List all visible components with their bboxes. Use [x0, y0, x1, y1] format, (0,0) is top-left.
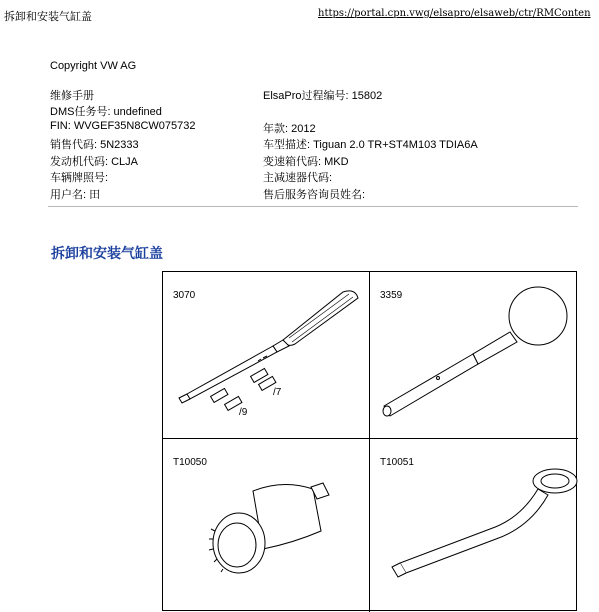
meta-vin: FIN: WVGEF35N8CW075732 — [50, 120, 196, 132]
tool-label: T10050 — [173, 457, 207, 468]
meta-plate-number: 车辆牌照号: — [50, 172, 109, 184]
screwdriver-with-bits-icon — [163, 272, 369, 438]
print-header — [0, 0, 599, 28]
meta-gearbox-code: 变速箱代码: MKD — [263, 156, 349, 168]
meta-model-year: 年款: 2012 — [263, 123, 316, 135]
document-url-link[interactable]: https://portal.cpn.vwg/elsapro/elsaweb/ctr/RMConten — [318, 8, 591, 19]
tool-label: T10051 — [380, 457, 414, 468]
header-divider — [48, 206, 578, 207]
meta-sales-code: 销售代码: 5N2333 — [50, 139, 139, 151]
tool-cell-3070 — [163, 272, 369, 438]
section-title: 拆卸和安装气缸盖 — [51, 246, 163, 262]
document-title: 拆卸和安装气缸盖 — [4, 10, 92, 23]
meta-service-advisor: 售后服务咨询员姓名: — [263, 189, 366, 201]
tool-cell-3359 — [370, 272, 578, 438]
crankshaft-stop-icon — [163, 439, 369, 612]
callout-9: /9 — [239, 407, 248, 418]
tool-label: 3070 — [173, 290, 196, 301]
tool-cell-t10050 — [163, 439, 369, 612]
special-tools-table — [162, 271, 577, 611]
meta-user-name: 用户名: 田 — [50, 189, 101, 201]
ball-handle-pin-icon — [370, 272, 578, 438]
meta-manual-type: 维修手册 — [50, 90, 94, 102]
copyright-notice: Copyright VW AG — [50, 60, 137, 72]
counter-holder-wrench-icon — [370, 439, 578, 612]
meta-process-number: ElsaPro过程编号: 15802 — [263, 90, 383, 102]
meta-dms-task: DMS任务号: undefined — [50, 106, 162, 118]
tool-cell-t10051 — [370, 439, 578, 612]
meta-final-drive-code: 主减速器代码: — [263, 172, 333, 184]
tool-label: 3359 — [380, 290, 403, 301]
meta-model-description: 车型描述: Tiguan 2.0 TR+ST4M103 TDIA6A — [263, 139, 478, 151]
meta-engine-code: 发动机代码: CLJA — [50, 156, 139, 168]
callout-7: /7 — [273, 387, 282, 398]
